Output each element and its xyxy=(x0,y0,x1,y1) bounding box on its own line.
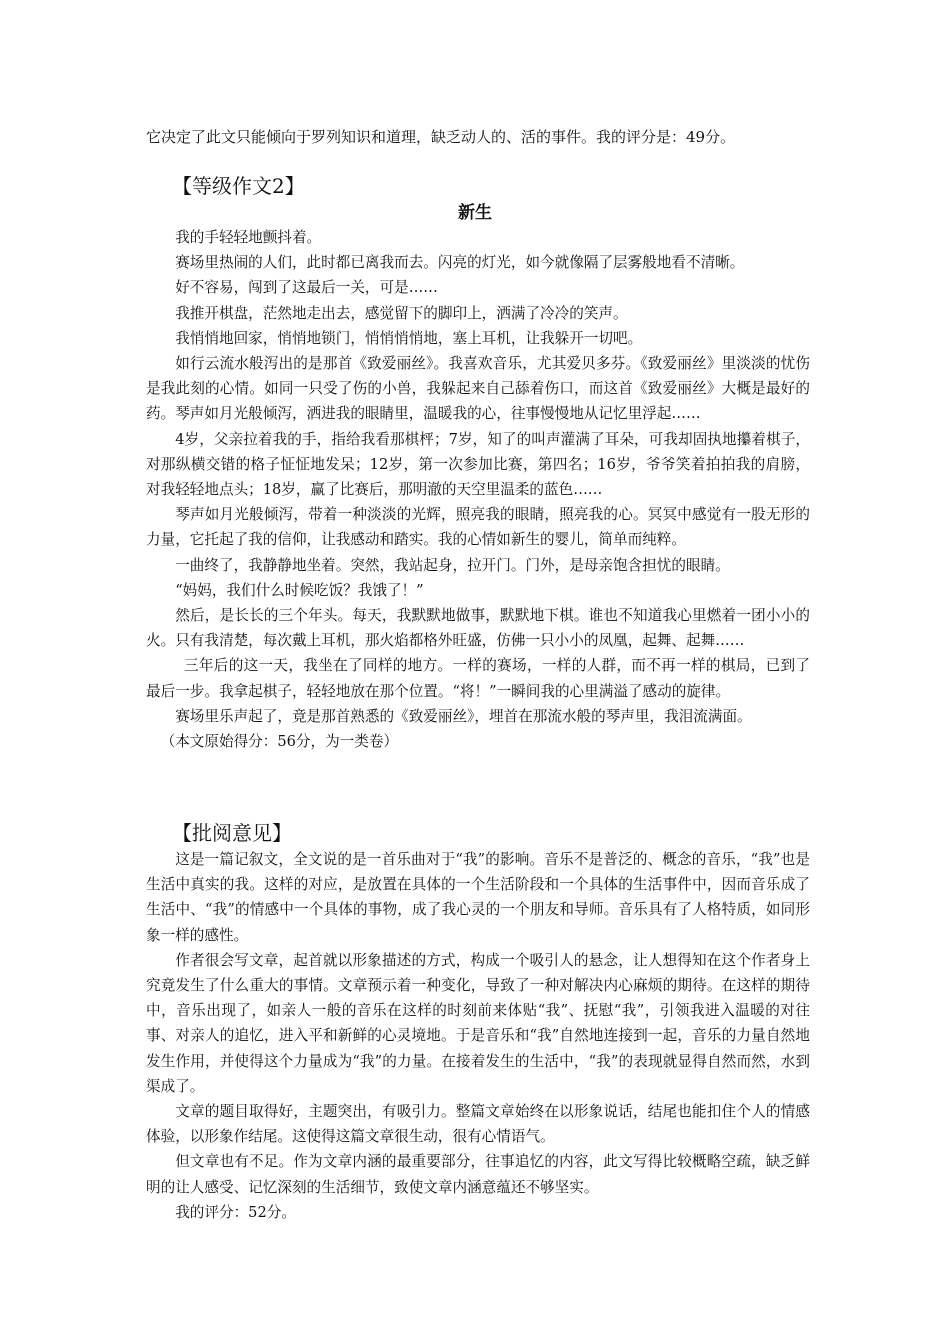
essay-title: 新生 xyxy=(458,203,492,223)
review-paragraph: 但文章也有不足。作为文章内涵的最重要部分，往事追忆的内容，此文写得比较概略空疏，缺乏鲜明的让人感受、记忆深刻的生活细节，致使文章内涵意蕴还不够坚实。 xyxy=(146,1153,810,1196)
review-paragraph: 文章的题目取得好，主题突出，有吸引力。整篇文章始终在以形象说话，结尾也能扣住个人的情感体验，以形象作结尾。这使得这篇文章很生动，很有心情语气。 xyxy=(146,1103,810,1146)
essay-paragraph: 4岁，父亲拉着我的手，指给我看那棋枰；7岁，知了的叫声灌满了耳朵，可我却固执地攥着棋子，对那纵横交错的格子怔怔地发呆；12岁，第一次参加比赛，第四名；16岁，爷爷笑着拍拍我的肩膀，对我轻轻地点头；18岁，赢了比赛后，那明澈的天空里温柔的蓝色…… xyxy=(146,430,810,499)
review-score: 我的评分：52分。 xyxy=(175,1203,296,1221)
essay-paragraph: 好不容易，闯到了这最后一关，可是…… xyxy=(175,279,438,297)
section-heading-review: 【批阅意见】 xyxy=(172,821,292,845)
review-paragraph: 这是一篇记叙文，全文说的是一首乐曲对于“我”的影响。音乐不是普泛的、概念的音乐，“我”也是生活中真实的我。这样的对应，是放置在具体的一个生活阶段和一个具体的生活事件中，因而音乐成了生活中、“我”的情感中一个具体的事物，成了我心灵的一个朋友和导师。音乐具有了人格特质，如同形象一样的感性。 xyxy=(146,851,810,944)
essay-body xyxy=(146,225,810,754)
essay-paragraph: “妈妈，我们什么时候吃饭？我饿了！” xyxy=(175,581,424,599)
essay-paragraph: 我悄悄地回家，悄悄地锁门，悄悄悄悄地，塞上耳机，让我躲开一切吧。 xyxy=(175,329,643,347)
essay-paragraph: 然后，是长长的三个年头。每天，我默默地做事，默默地下棋。谁也不知道我心里燃着一团小小的火。只有我清楚，每次戴上耳机，那火焰都格外旺盛，仿佛一只小小的凤凰，起舞、起舞…… xyxy=(146,607,810,650)
essay-paragraph: 三年后的这一天，我坐在了同样的地方。一样的赛场，一样的人群，而不再一样的棋局，已到了最后一步。我拿起棋子，轻轻地放在那个位置。“将！”一瞬间我的心里满溢了感动的旋律。 xyxy=(146,657,810,700)
intro-line: 它决定了此文只能倾向于罗列知识和道理，缺乏动人的、活的事件。我的评分是：49分。 xyxy=(146,128,736,146)
essay-paragraph: 我的手轻轻地颤抖着。 xyxy=(175,229,322,246)
essay-paragraph: 一曲终了，我静静地坐着。突然，我站起身，拉开门。门外，是母亲饱含担忧的眼睛。 xyxy=(175,556,730,574)
essay-paragraph: 赛场里热闹的人们，此时都已离我而去。闪亮的灯光，如今就像隔了层雾般地看不清晰。 xyxy=(175,254,745,272)
original-score-note: （本文原始得分：56分，为一类卷） xyxy=(160,733,399,751)
review-paragraph: 作者很会写文章，起首就以形象描述的方式，构成一个吸引人的悬念，让人想得知在这个作者身上究竟发生了什么重大的事情。文章预示着一种变化，导致了一种对解决内心麻烦的期待。在这样的期待中，音乐出现了，如亲人一般的音乐在这样的时刻前来体贴“我”、抚慰“我”，引领我进入温暖的对往事、对亲人的追忆，进入平和新鲜的心灵境地。于是音乐和“我”自然地连接到一起，音乐的力量自然地发生作用，并使得这个力量成为“我”的力量。在接着发生的生活中，“我”的表现就显得自然而然，水到渠成了。 xyxy=(146,951,810,1095)
essay-paragraph: 如行云流水般泻出的是那首《致爱丽丝》。我喜欢音乐，尤其爱贝多芬。《致爱丽丝》里淡淡的忧伤是我此刻的心情。如同一只受了伤的小兽，我躲起来自己舔着伤口，而这首《致爱丽丝》大概是最好的药。琴声如月光般倾泻，洒进我的眼睛里，温暖我的心，往事慢慢地从记忆里浮起…… xyxy=(146,355,810,423)
essay-paragraph: 赛场里乐声起了，竟是那首熟悉的《致爱丽丝》，埋首在那流水般的琴声里，我泪流满面。 xyxy=(175,707,752,725)
review-body xyxy=(146,847,810,1225)
essay-paragraph: 琴声如月光般倾泻，带着一种淡淡的光辉，照亮我的眼睛，照亮我的心。冥冥中感觉有一股无形的力量，它托起了我的信仰，让我感动和踏实。我的心情如新生的婴儿，简单而纯粹。 xyxy=(146,506,810,549)
essay-paragraph: 我推开棋盘，茫然地走出去，感觉留下的脚印上，洒满了冷冷的笑声。 xyxy=(175,304,628,322)
section-heading-essay: 【等级作文2】 xyxy=(172,174,305,198)
